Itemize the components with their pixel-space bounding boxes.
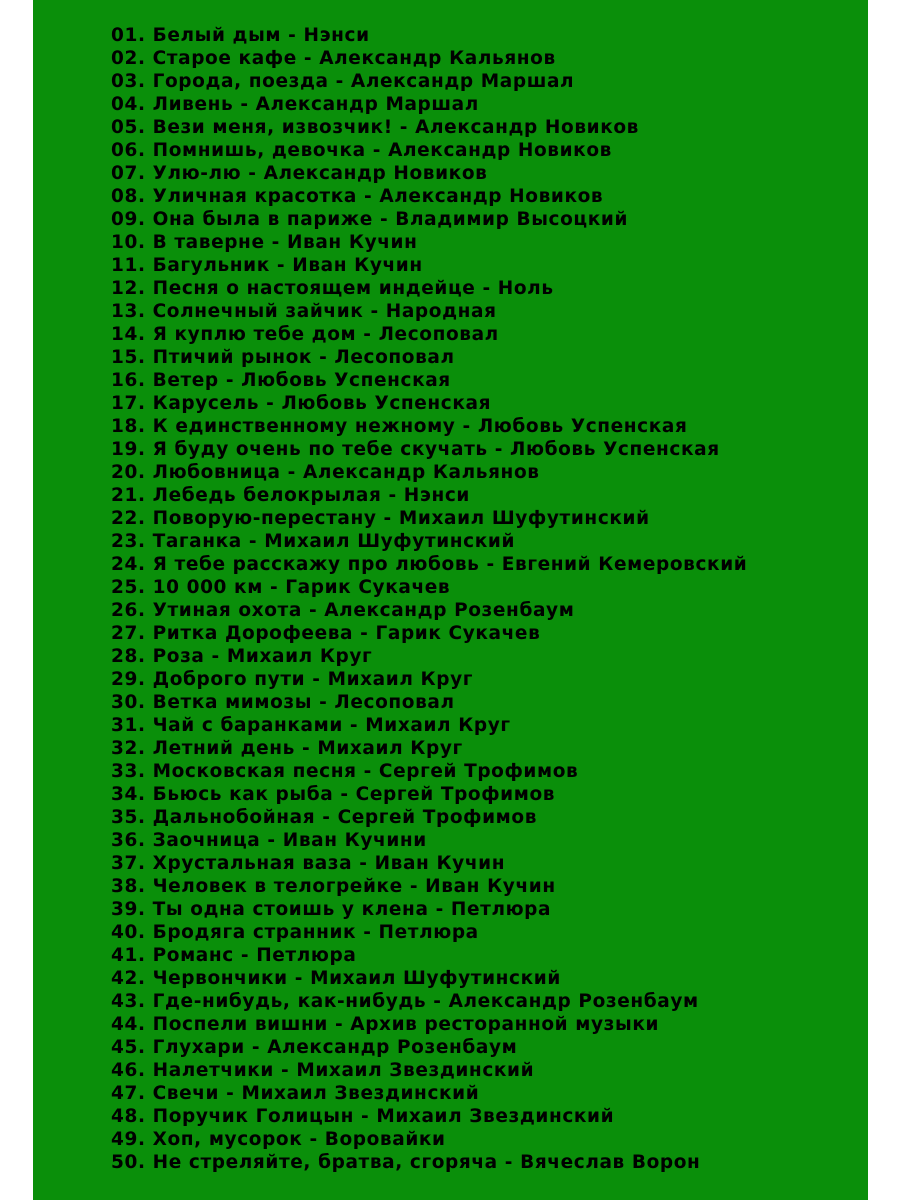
track-item: 50. Не стреляйте, братва, сгоряча - Вячеслав Ворон xyxy=(111,1152,701,1173)
track-item: 11. Багульник - Иван Кучин xyxy=(111,255,423,276)
track-item: 08. Уличная красотка - Александр Новиков xyxy=(111,186,604,207)
track-item: 33. Московская песня - Сергей Трофимов xyxy=(111,761,579,782)
track-item: 36. Заочница - Иван Кучини xyxy=(111,830,427,851)
track-item: 17. Карусель - Любовь Успенская xyxy=(111,393,492,414)
track-item: 49. Хоп, мусорок - Воровайки xyxy=(111,1129,446,1150)
track-item: 12. Песня о настоящем индейце - Ноль xyxy=(111,278,554,299)
track-list xyxy=(111,24,747,1174)
track-item: 22. Поворую-перестану - Михаил Шуфутинский xyxy=(111,508,650,529)
track-item: 30. Ветка мимозы - Лесоповал xyxy=(111,692,455,713)
track-item: 04. Ливень - Александр Маршал xyxy=(111,94,479,115)
tracklist-panel xyxy=(33,0,868,1200)
track-item: 41. Романс - Петлюра xyxy=(111,945,357,966)
track-item: 05. Вези меня, извозчик! - Александр Новиков xyxy=(111,117,639,138)
track-item: 07. Улю-лю - Александр Новиков xyxy=(111,163,488,184)
track-item: 31. Чай с баранками - Михаил Круг xyxy=(111,715,511,736)
track-item: 19. Я буду очень по тебе скучать - Любовь Успенская xyxy=(111,439,720,460)
track-item: 03. Города, поезда - Александр Маршал xyxy=(111,71,575,92)
track-item: 10. В таверне - Иван Кучин xyxy=(111,232,418,253)
track-item: 27. Ритка Дорофеева - Гарик Сукачев xyxy=(111,623,541,644)
track-item: 21. Лебедь белокрылая - Нэнси xyxy=(111,485,470,506)
track-item: 01. Белый дым - Нэнси xyxy=(111,25,370,46)
track-item: 35. Дальнобойная - Сергей Трофимов xyxy=(111,807,538,828)
track-item: 42. Червончики - Михаил Шуфутинский xyxy=(111,968,561,989)
track-item: 38. Человек в телогрейке - Иван Кучин xyxy=(111,876,556,897)
track-item: 44. Поспели вишни - Архив ресторанной музыки xyxy=(111,1014,660,1035)
track-item: 37. Хрустальная ваза - Иван Кучин xyxy=(111,853,506,874)
track-item: 28. Роза - Михаил Круг xyxy=(111,646,373,667)
track-item: 13. Солнечный зайчик - Народная xyxy=(111,301,497,322)
track-item: 16. Ветер - Любовь Успенская xyxy=(111,370,451,391)
track-item: 18. К единственному нежному - Любовь Успенская xyxy=(111,416,688,437)
track-item: 46. Налетчики - Михаил Звездинский xyxy=(111,1060,535,1081)
track-item: 40. Бродяга странник - Петлюра xyxy=(111,922,479,943)
track-item: 02. Старое кафе - Александр Кальянов xyxy=(111,48,556,69)
track-item: 39. Ты одна стоишь у клена - Петлюра xyxy=(111,899,552,920)
track-item: 15. Птичий рынок - Лесоповал xyxy=(111,347,455,368)
track-item: 20. Любовница - Александр Кальянов xyxy=(111,462,540,483)
track-item: 23. Таганка - Михаил Шуфутинский xyxy=(111,531,516,552)
track-item: 25. 10 000 км - Гарик Сукачев xyxy=(111,577,451,598)
track-item: 48. Поручик Голицын - Михаил Звездинский xyxy=(111,1106,615,1127)
track-item: 26. Утиная охота - Александр Розенбаум xyxy=(111,600,575,621)
track-item: 34. Бьюсь как рыба - Сергей Трофимов xyxy=(111,784,556,805)
track-item: 47. Свечи - Михаил Звездинский xyxy=(111,1083,480,1104)
track-item: 32. Летний день - Михаил Круг xyxy=(111,738,463,759)
track-item: 09. Она была в париже - Владимир Высоцкий xyxy=(111,209,629,230)
track-item: 24. Я тебе расскажу про любовь - Евгений Кемеровский xyxy=(111,554,748,575)
track-item: 14. Я куплю тебе дом - Лесоповал xyxy=(111,324,499,345)
track-item: 06. Помнишь, девочка - Александр Новиков xyxy=(111,140,612,161)
track-item: 43. Где-нибудь, как-нибудь - Александр Розенбаум xyxy=(111,991,699,1012)
track-item: 45. Глухари - Александр Розенбаум xyxy=(111,1037,518,1058)
track-item: 29. Доброго пути - Михаил Круг xyxy=(111,669,474,690)
